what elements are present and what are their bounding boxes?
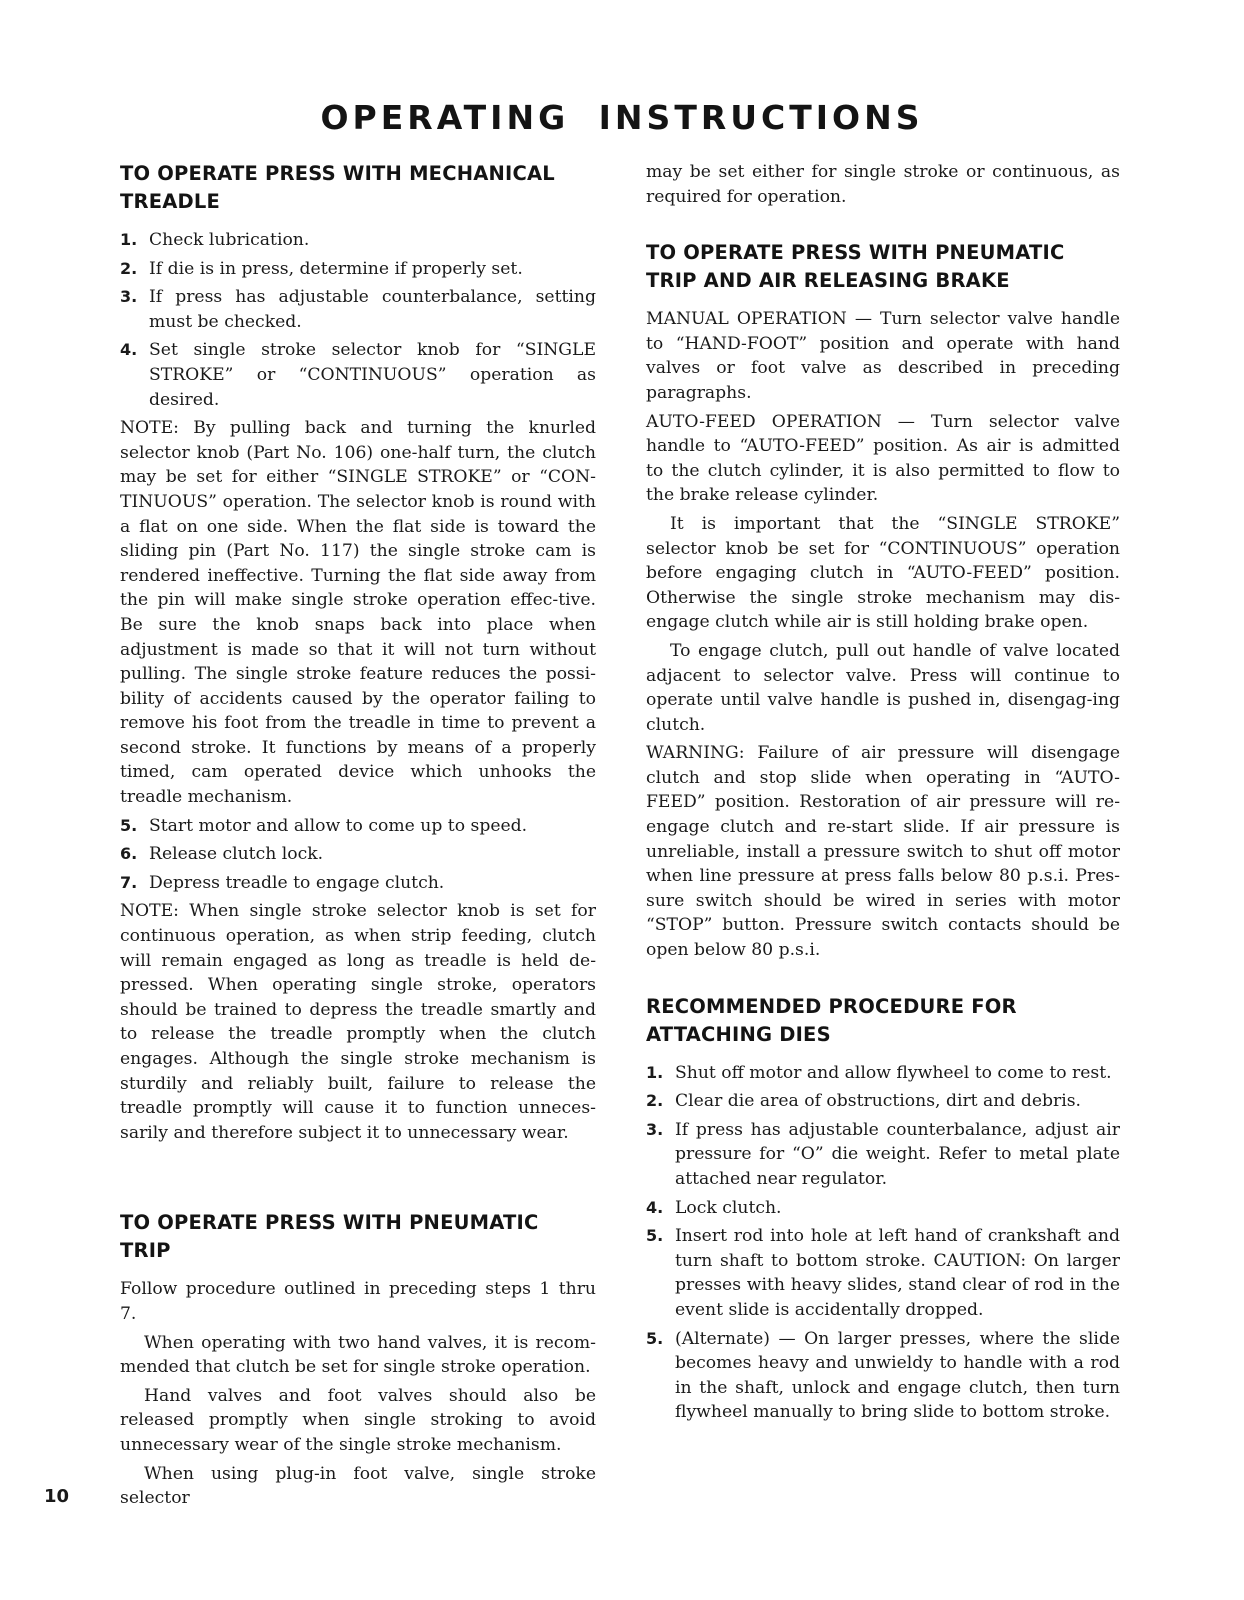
treadle-steps-list xyxy=(120,228,596,412)
step-text: Depress treadle to engage clutch. xyxy=(149,872,445,893)
section-heading-attaching-dies: RECOMMENDED PROCEDURE FOR ATTACHING DIES xyxy=(646,994,1017,1046)
step-text: If die is in press, determine if properly set. xyxy=(149,258,523,279)
step-number: 1. xyxy=(646,1062,664,1082)
step-text: Set single stroke selector knob for “SINGLE STROKE” or “CONTINUOUS” operation as desired. xyxy=(149,340,596,410)
step-text: Insert rod into hole at left hand of crankshaft and turn shaft to bottom stroke. CAUTION: On larger presses with heavy slides, stand clear of rod in the event slide is accidentally dropped. xyxy=(675,1226,1120,1320)
step-text: Release clutch lock. xyxy=(149,844,324,865)
step-number: 3. xyxy=(646,1119,664,1139)
paragraph: To engage clutch, pull out handle of valve located adjacent to selector valve. Press will continue to operate until valve handle is pushed in, disengag-ing clutch. xyxy=(646,640,1120,735)
list-item xyxy=(120,814,596,839)
step-text: Shut off motor and allow flywheel to come to rest. xyxy=(675,1062,1112,1083)
section-heading-air-releasing-brake: TO OPERATE PRESS WITH PNEUMATIC TRIP AND AIR RELEASING BRAKE xyxy=(646,241,1065,293)
attaching-dies-steps-list xyxy=(646,1061,1120,1425)
list-item xyxy=(646,1061,1120,1086)
step-number: 1. xyxy=(120,230,138,249)
step-text: (Alternate) — On larger presses, where the slide becomes heavy and unwieldy to handle with a rod in the shaft, unlock and engage clutch, then turn flywheel manually to bring slide to bottom stroke. xyxy=(675,1328,1120,1423)
step-number: 3. xyxy=(120,287,138,307)
list-item xyxy=(120,338,596,412)
list-item xyxy=(646,1089,1120,1114)
list-item xyxy=(120,228,596,253)
step-text: Start motor and allow to come up to speed. xyxy=(149,815,528,836)
paragraph: When operating with two hand valves, it is recom-mended that clutch be set for single stroke operation. xyxy=(120,1332,596,1378)
step-text: Lock clutch. xyxy=(675,1197,782,1218)
list-item xyxy=(120,257,596,282)
step-number: 5. xyxy=(646,1328,664,1348)
step-text: Check lubrication. xyxy=(149,230,310,250)
manual-operation-paragraph: MANUAL OPERATION — Turn selector valve handle to “HAND-FOOT” position and operate with hand valves or foot valve as described in preceding paragraphs. xyxy=(646,309,1120,403)
list-item xyxy=(120,842,596,867)
warning-paragraph: WARNING: Failure of air pressure will disengage clutch and stop slide when operating in “AUTO-FEED” position. Restoration of air pressure will re-engage clutch and re-start slide. If air pressure is unreliable, install a pressure switch to shut off motor when line pressure at press falls below 80 p.s.i. Pres-sure switch should be wired in series with motor “STOP” button. Pressure switch contacts should be open below 80 p.s.i. xyxy=(646,743,1120,961)
step-number: 5. xyxy=(646,1226,664,1246)
continuous-operation-note: NOTE: When single stroke selector knob is set for continuous operation, as when strip feeding, clutch will remain engaged as long as treadle is held de-pressed. When operating single stroke, operators should be trained to depress the treadle smartly and to release the treadle promptly when the clutch engages. Although the single stroke mechanism is sturdily and reliably built, failure to release the treadle promptly will cause it to function unneces-sarily and therefore subject it to unnecessary wear. xyxy=(120,901,596,1143)
page-number: 10 xyxy=(44,1486,70,1507)
paragraph: It is important that the “SINGLE STROKE” selector knob be set for “CONTINUOUS” operation before engaging clutch in “AUTO-FEED” position. Otherwise the single stroke mechanism may dis-engage clutch while air is still holding brake open. xyxy=(646,513,1120,633)
list-item xyxy=(646,1118,1120,1192)
treadle-steps-list-continued xyxy=(120,814,596,896)
step-text: Clear die area of obstructions, dirt and debris. xyxy=(675,1091,1081,1112)
list-item xyxy=(646,1196,1120,1221)
step-number: 2. xyxy=(120,258,138,278)
left-column xyxy=(120,160,596,1515)
section-heading-pneumatic-trip: TO OPERATE PRESS WITH PNEUMATIC TRIP xyxy=(120,1211,539,1263)
list-item xyxy=(120,871,596,896)
step-text: If press has adjustable counterbalance, setting must be checked. xyxy=(149,287,596,332)
selector-knob-note: NOTE: By pulling back and turning the knurled selector knob (Part No. 106) one-half turn, the clutch may be set for either “SINGLE STROKE” or “CON-TINUOUS” operation. The selector knob is round with a flat on one side. When the flat side is toward the sliding pin (Part No. 117) the single stroke cam is rendered ineffective. Turning the flat side away from the pin will make single stroke operation effec-tive. Be sure the knob snaps back into place when adjustment is made so that it will not turn without pulling. The single stroke feature reduces the possi-bility of accidents caused by the operator failing to remove his foot from the treadle in time to prevent a second stroke. It functions by means of a properly timed, cam operated device which unhooks the treadle mechanism. xyxy=(120,418,596,808)
paragraph-continued: may be set either for single stroke or continuous, as required for operation. xyxy=(646,162,1120,207)
step-number: 4. xyxy=(646,1197,664,1217)
step-number: 5. xyxy=(120,815,138,835)
section-heading-mechanical-treadle: TO OPERATE PRESS WITH MECHANICAL TREADLE xyxy=(120,162,555,213)
step-number: 6. xyxy=(120,844,138,864)
list-item xyxy=(646,1224,1120,1322)
list-item xyxy=(646,1327,1120,1425)
step-number: 4. xyxy=(120,340,138,360)
right-column xyxy=(646,160,1120,1429)
paragraph: Hand valves and foot valves should also be released promptly when single stroking to avoid unnecessary wear of the single stroke mechanism. xyxy=(120,1385,596,1455)
paragraph: Follow procedure outlined in preceding steps 1 thru 7. xyxy=(120,1279,596,1324)
step-text: If press has adjustable counterbalance, adjust air pressure for “O” die weight. Refer to metal plate attached near regulator. xyxy=(675,1119,1120,1189)
step-number: 7. xyxy=(120,872,138,892)
step-number: 2. xyxy=(646,1091,664,1111)
list-item xyxy=(120,285,596,334)
page-title: OPERATING INSTRUCTIONS xyxy=(320,98,924,137)
paragraph: When using plug-in foot valve, single stroke selector xyxy=(120,1463,596,1509)
auto-feed-operation-paragraph: AUTO-FEED OPERATION — Turn selector valve handle to “AUTO-FEED” position. As air is admitted to the clutch cylinder, it is also permitted to flow to the brake release cylinder. xyxy=(646,411,1120,506)
